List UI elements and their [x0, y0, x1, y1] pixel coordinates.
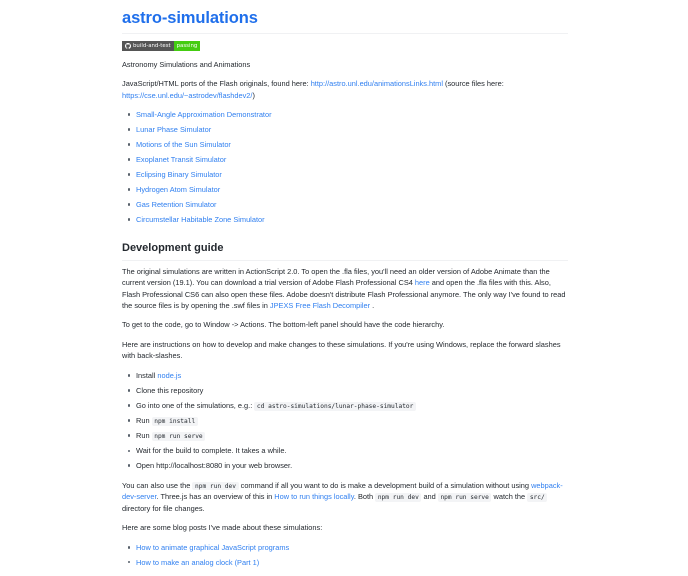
- dev-note-part-c: . Three.js has an overview of this in: [156, 492, 275, 502]
- list-item: [136, 199, 568, 210]
- dev-note-part-e: and: [421, 492, 438, 502]
- list-item: [136, 124, 568, 135]
- simulations-list: [122, 109, 568, 225]
- list-item: [136, 109, 568, 120]
- list-item: [136, 154, 568, 165]
- dev-note-part-f: watch the: [491, 492, 528, 502]
- run-things-locally-link[interactable]: How to run things locally: [274, 492, 354, 502]
- list-item: [136, 415, 568, 427]
- dev-note-part-a: You can also use the: [122, 480, 193, 490]
- original-simulations-paragraph: [122, 266, 568, 312]
- run-prefix-text: Run: [136, 431, 152, 441]
- list-item: [136, 542, 568, 553]
- list-item: [136, 184, 568, 195]
- code-access-paragraph: To get to the code, go to Window -> Actions. The bottom-left panel should have the code hierarchy.: [122, 320, 445, 330]
- jpexs-decompiler-link[interactable]: JPEXS Free Flash Decompiler: [269, 300, 371, 310]
- tagline-text: Astronomy Simulations and Animations: [122, 59, 251, 69]
- page-title: astro-simulations: [122, 8, 568, 34]
- github-mark-icon: [125, 43, 131, 49]
- list-item: [136, 400, 568, 412]
- ports-suffix-text: ): [252, 90, 255, 100]
- npm-run-serve-code-2: npm run serve: [438, 493, 492, 502]
- para1-part-b: and open the .fla files with this. Also, Flash Professional CS6 can also open these files. Adobe doesn't distribute Flash Professional anymore. The only way I've found to read the source files is by opening the .swf files in: [122, 278, 566, 310]
- blog-posts-list: [122, 542, 568, 568]
- instructions-intro-paragraph: Here are instructions on how to develop and make changes to these simulations. If you're using Windows, replace the forward slashes with back-slashes.: [122, 339, 561, 361]
- simulation-link[interactable]: Small-Angle Approximation Demonstrator: [136, 110, 272, 120]
- list-item: [136, 214, 568, 225]
- animations-links-link[interactable]: http://astro.unl.edu/animationsLinks.html: [310, 79, 443, 89]
- npm-run-dev-code-2: npm run dev: [375, 493, 421, 502]
- goto-prefix-text: Go into one of the simulations, e.g.:: [136, 400, 255, 410]
- list-item: [136, 370, 568, 381]
- npm-run-serve-code: npm run serve: [152, 432, 206, 441]
- readme-article: [122, 8, 568, 576]
- simulation-link[interactable]: Exoplanet Transit Simulator: [136, 154, 227, 164]
- badge-right-label: passing: [174, 41, 201, 51]
- webpack-dev-server-link[interactable]: webpack-dev-server: [122, 480, 563, 502]
- dev-note-part-g: directory for file changes.: [122, 503, 205, 513]
- simulation-link[interactable]: Circumstellar Habitable Zone Simulator: [136, 214, 265, 224]
- ports-prefix-text: JavaScript/HTML ports of the Flash originals, found here:: [122, 79, 311, 89]
- blog-post-link[interactable]: How to make an analog clock (Part 1): [136, 557, 260, 567]
- tagline-paragraph: [122, 59, 568, 70]
- list-item: [136, 430, 568, 442]
- ports-paragraph: [122, 78, 568, 101]
- simulation-link[interactable]: Hydrogen Atom Simulator: [136, 184, 221, 194]
- list-item: Clone this repository: [136, 385, 568, 396]
- dev-note-part-d: . Both: [353, 492, 376, 502]
- badge-left-segment: [122, 41, 174, 51]
- dev-build-paragraph: [122, 480, 568, 515]
- cd-command-code: cd astro-simulations/lunar-phase-simulator: [254, 402, 416, 411]
- src-directory-code: src/: [527, 493, 547, 502]
- simulation-link[interactable]: Eclipsing Binary Simulator: [136, 169, 222, 179]
- dev-note-part-b: command if all you want to do is make a development build of a simulation without using: [238, 480, 532, 490]
- install-prefix-text: Install: [136, 370, 158, 380]
- simulation-link[interactable]: Motions of the Sun Simulator: [136, 139, 231, 149]
- list-item: [136, 139, 568, 150]
- list-item: Wait for the build to complete. It takes a while.: [136, 445, 568, 456]
- npm-run-dev-code: npm run dev: [192, 482, 238, 491]
- flashdev-source-link[interactable]: https://cse.unl.edu/~astrodev/flashdev2/: [122, 90, 253, 100]
- para1-part-a: The original simulations are written in ActionScript 2.0. To open the .fla files, you'll need an older version of Adobe Animate than the current version (19.1). You can download a trial version of Adobe Flash Professional CS4: [122, 266, 550, 288]
- run-prefix-text: Run: [136, 415, 152, 425]
- para1-part-c: .: [370, 300, 375, 310]
- build-status-badge[interactable]: [122, 41, 200, 51]
- flash-cs4-here-link[interactable]: here: [414, 278, 430, 288]
- list-item: [136, 169, 568, 180]
- steps-list: [122, 370, 568, 472]
- development-guide-heading: Development guide: [122, 241, 568, 260]
- simulation-link[interactable]: Lunar Phase Simulator: [136, 125, 212, 134]
- list-item: Open http://localhost:8080 in your web browser.: [136, 460, 568, 471]
- simulation-link[interactable]: Gas Retention Simulator: [136, 199, 217, 209]
- blog-post-link[interactable]: How to animate graphical JavaScript programs: [136, 542, 290, 552]
- npm-install-code: npm install: [152, 417, 198, 426]
- list-item: [136, 557, 568, 568]
- blog-intro-paragraph: Here are some blog posts I've made about these simulations:: [122, 523, 323, 533]
- nodejs-link[interactable]: node.js: [157, 370, 182, 380]
- badge-left-label: build-and-test: [133, 42, 171, 49]
- ports-mid-text: (source files here:: [442, 79, 504, 89]
